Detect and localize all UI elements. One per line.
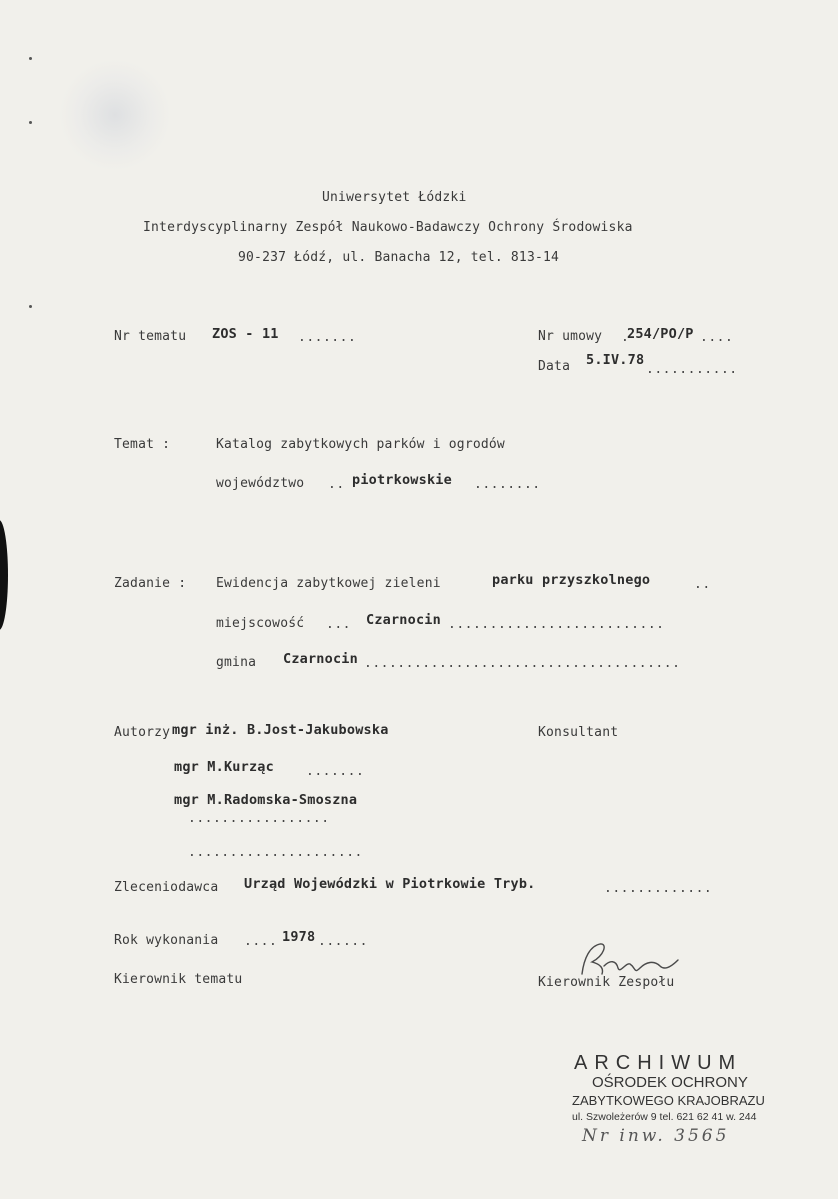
autorzy-label: Autorzy	[114, 725, 171, 740]
binder-hole	[0, 520, 8, 630]
temat-label: Temat :	[114, 437, 171, 452]
stamp-osrodek: OŚRODEK OCHRONY	[592, 1074, 748, 1091]
stamp-archiwum: ARCHIWUM	[574, 1052, 743, 1074]
margin-mark	[29, 57, 32, 60]
stamp-address: ul. Szwoleżerów 9 tel. 621 62 41 w. 244	[572, 1111, 757, 1123]
dotted-line: .	[621, 330, 630, 345]
miejscowosc-label: miejscowość	[216, 616, 305, 631]
gmina-value: Czarnocin	[283, 651, 358, 667]
dotted-line: ..........................	[448, 617, 665, 632]
dotted-line: ......	[318, 934, 368, 949]
data-label: Data	[538, 359, 571, 374]
inventory-number: Nr inw. 3565	[582, 1126, 730, 1146]
zleceniodawca-label: Zleceniodawca	[114, 880, 219, 895]
rok-label: Rok wykonania	[114, 933, 219, 948]
kierownik-tematu-label: Kierownik tematu	[114, 972, 243, 987]
signature	[570, 938, 690, 988]
autor-name: mgr M.Kurząc	[174, 759, 274, 775]
nr-tematu-value: ZOS - 11	[212, 326, 279, 342]
dotted-line: ..	[328, 477, 345, 492]
dotted-line: .....................	[188, 845, 363, 860]
nr-umowy-label: Nr umowy	[538, 329, 603, 344]
konsultant-label: Konsultant	[538, 725, 619, 740]
dotted-line: ...........	[646, 362, 738, 377]
nr-tematu-label: Nr tematu	[114, 329, 187, 344]
margin-mark	[29, 121, 32, 124]
zadanie-text: Ewidencja zabytkowej zieleni	[216, 576, 441, 591]
autor-name: mgr inż. B.Jost-Jakubowska	[172, 722, 389, 738]
header-institute: Interdyscyplinarny Zespół Naukowo-Badawczy Ochrony Środowiska	[143, 220, 633, 235]
header-university: Uniwersytet Łódzki	[322, 190, 467, 205]
dotted-line: ....	[700, 330, 734, 345]
stamp-zabytkowego: ZABYTKOWEGO KRAJOBRAZU	[572, 1093, 765, 1108]
autor-name: mgr M.Radomska-Smoszna	[174, 792, 358, 808]
dotted-line: ....	[244, 934, 278, 949]
wojewodztwo-value: piotrkowskie	[352, 472, 452, 488]
wojewodztwo-label: województwo	[216, 476, 305, 491]
temat-text: Katalog zabytkowych parków i ogrodów	[216, 437, 505, 452]
gmina-label: gmina	[216, 655, 257, 670]
zadanie-label: Zadanie :	[114, 576, 187, 591]
dotted-line: .................	[188, 811, 330, 826]
zleceniodawca-value: Urząd Wojewódzki w Piotrkowie Tryb.	[244, 876, 536, 892]
dotted-line: ..	[694, 577, 711, 592]
paper-smudge	[60, 60, 170, 170]
margin-mark	[29, 305, 32, 308]
header-address: 90-237 Łódź, ul. Banacha 12, tel. 813-14	[238, 250, 560, 265]
kierownik-zespolu-label: Kierownik Zespołu	[538, 975, 675, 990]
data-value: 5.IV.78	[586, 352, 645, 368]
dotted-line: ........	[474, 477, 541, 492]
zadanie-value: parku przyszkolnego	[492, 572, 651, 588]
dotted-line: .......	[306, 764, 365, 779]
dotted-line: .......	[298, 330, 357, 345]
miejscowosc-value: Czarnocin	[366, 612, 441, 628]
rok-value: 1978	[282, 929, 316, 945]
dotted-line: ...	[326, 617, 351, 632]
dotted-line: ......................................	[364, 656, 681, 671]
nr-umowy-value: 254/PO/P	[627, 326, 694, 342]
dotted-line: .............	[604, 881, 713, 896]
